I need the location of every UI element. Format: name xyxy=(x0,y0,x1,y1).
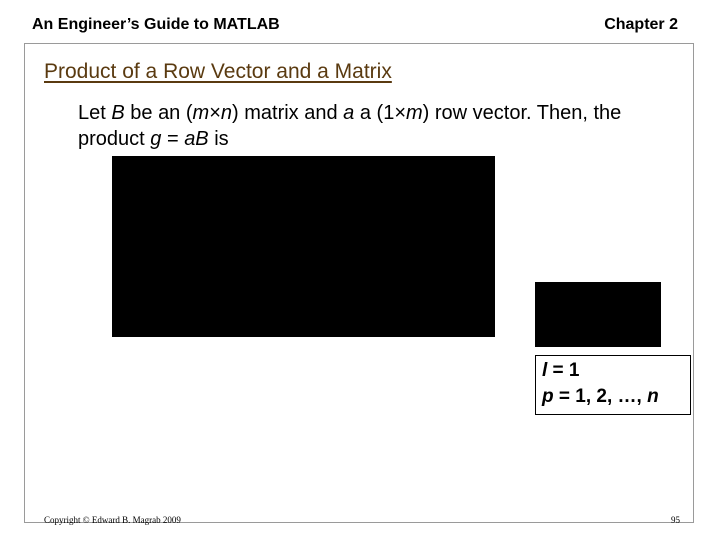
text-part: be an ( xyxy=(124,102,193,124)
text-part: ) matrix and xyxy=(232,102,344,124)
index-range-note xyxy=(535,355,691,415)
var-a: a xyxy=(343,102,355,124)
text-part: is xyxy=(208,128,229,150)
note-line-p xyxy=(542,384,684,410)
header-chapter: Chapter 2 xyxy=(604,16,678,33)
text-part: a (1× xyxy=(354,102,406,124)
equation-image-redacted xyxy=(535,282,661,347)
var-n: n xyxy=(220,102,233,124)
text-part: ) row vector. Then, the product xyxy=(78,102,622,150)
var-n: n xyxy=(647,386,659,407)
header-title: An Engineer’s Guide to MATLAB xyxy=(32,16,280,33)
var-g: g xyxy=(150,128,162,150)
slide-body-text xyxy=(78,100,678,152)
note-text: = 1 xyxy=(547,360,580,381)
var-m: m xyxy=(192,102,210,124)
var-B: B xyxy=(111,102,125,124)
var-aB: aB xyxy=(184,128,209,150)
text-part: = xyxy=(161,128,185,150)
var-m: m xyxy=(406,102,423,124)
note-text: = 1, 2, …, xyxy=(553,386,648,407)
var-p: p xyxy=(542,386,554,407)
times-symbol: × xyxy=(209,102,221,124)
note-line-l xyxy=(542,358,684,384)
equation-image-redacted xyxy=(112,156,495,337)
var-l: l xyxy=(542,360,548,381)
slide-title: Product of a Row Vector and a Matrix xyxy=(44,60,392,83)
page-number: 95 xyxy=(671,515,680,525)
text-part: Let xyxy=(78,102,112,124)
copyright: Copyright © Edward B. Magrab 2009 xyxy=(44,515,181,525)
